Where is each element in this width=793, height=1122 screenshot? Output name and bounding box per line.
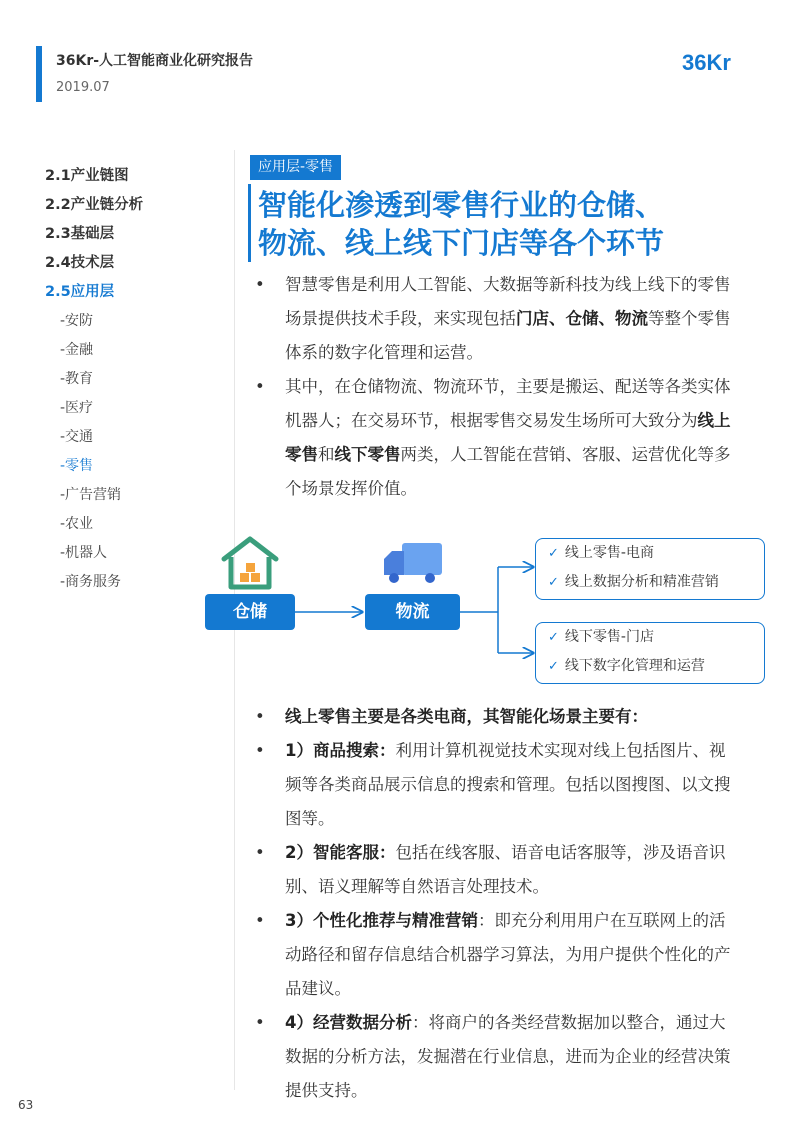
list-item: [255, 836, 735, 904]
bullet-text: 利用计算机视觉技术实现对线上包括图片、视频等各类商品展示信息的搜索和管理。包括以图搜图、以文搜图等。: [285, 741, 731, 828]
sidebar-item-finance[interactable]: -金融: [60, 342, 94, 358]
online-item-text: 线上零售-电商: [564, 545, 654, 561]
title-accent-bar: [248, 184, 251, 262]
bullet-bold-text: 线上零售主要是各类电商，其智能化场景主要有：: [285, 707, 648, 726]
intro-bullets: [255, 268, 735, 506]
sidebar-item-education[interactable]: -教育: [60, 371, 94, 387]
bullet-dot: •: [255, 707, 265, 726]
bullet-text: 包括在线客服、语音电话客服等，涉及语音识别、语义理解等自然语言处理技术。: [285, 843, 726, 896]
bullet-dot: •: [255, 843, 265, 862]
page-title-line-1: 智能化渗透到零售行业的仓储、: [258, 188, 665, 222]
sidebar-item-2-5[interactable]: 2.5应用层: [45, 284, 115, 300]
page-title-line-2: 物流、线上线下门店等各个环节: [258, 226, 665, 260]
sidebar-item-transport[interactable]: -交通: [60, 429, 94, 445]
offline-item-text: 线下数字化管理和运营: [564, 658, 705, 674]
check-icon: ✓: [548, 659, 559, 674]
offline-item-text: 线下零售-门店: [564, 629, 654, 645]
sidebar-item-2-2[interactable]: 2.2产业链分析: [45, 197, 144, 213]
list-item: [255, 734, 735, 836]
check-icon: ✓: [548, 575, 559, 590]
sidebar-item-advertising[interactable]: -广告营销: [60, 487, 122, 503]
sidebar-item-2-3[interactable]: 2.3基础层: [45, 226, 115, 242]
list-item: [536, 623, 764, 652]
logistics-box: 物流: [365, 594, 460, 630]
bullet-dot: •: [255, 741, 265, 760]
bullet-dot: •: [255, 377, 265, 396]
retail-flow-diagram: [200, 535, 780, 695]
sidebar-item-robot[interactable]: -机器人: [60, 545, 108, 561]
section-tag: 应用层-零售: [250, 155, 341, 180]
sidebar-item-business-services[interactable]: -商务服务: [60, 574, 122, 590]
list-item: [255, 268, 735, 370]
bullet-bold-text: 1）商品搜索：: [285, 741, 396, 760]
sidebar-item-medical[interactable]: -医疗: [60, 400, 94, 416]
online-item-text: 线上数据分析和精准营销: [564, 574, 719, 590]
bullet-text: 智慧零售是利用人工智能、大数据等新科技为线上线下的零售场景提供技术手段，来实现包括: [285, 275, 731, 328]
sidebar-item-security[interactable]: -安防: [60, 313, 94, 329]
report-title: 36Kr-人工智能商业化研究报告: [56, 53, 254, 69]
bullet-bold-text: 线下零售: [334, 445, 401, 464]
bullet-text: 等整个零售体系的数字化管理和运营。: [285, 309, 731, 362]
bullet-dot: •: [255, 1013, 265, 1032]
bullet-text: 其中，在仓储物流、物流环节，主要是搬运、配送等各类实体机器人；在交易环节，根据零售交易发生场所可大致分为: [285, 377, 731, 430]
sidebar-item-2-4[interactable]: 2.4技术层: [45, 255, 115, 271]
list-item: [536, 652, 764, 681]
sidebar-nav: [45, 162, 225, 597]
list-item: [255, 700, 735, 734]
report-date: 2019.07: [56, 80, 110, 95]
bullet-text: ：即充分利用用户在互联网上的活动路径和留存信息结合机器学习算法，为用户提供个性化的产品建议。: [285, 911, 731, 998]
bullet-dot: •: [255, 911, 265, 930]
bullet-text: 和: [318, 445, 335, 464]
online-retail-bullets: [255, 700, 735, 1108]
36kr-logo: [680, 40, 770, 94]
list-item: [255, 1006, 735, 1108]
check-icon: ✓: [548, 546, 559, 561]
list-item: [536, 539, 764, 568]
header-accent-bar: [36, 46, 42, 102]
list-item: [255, 370, 735, 506]
online-retail-box: [535, 538, 765, 600]
sidebar-item-retail[interactable]: -零售: [60, 458, 94, 474]
logo-text: 36Kr: [682, 50, 731, 75]
bullet-dot: •: [255, 275, 265, 294]
bullet-bold-text: 门店、仓储、物流: [516, 309, 648, 328]
list-item: [255, 904, 735, 1006]
bullet-bold-text: 2）智能客服：: [285, 843, 396, 862]
sidebar-item-agriculture[interactable]: -农业: [60, 516, 94, 532]
list-item: [536, 568, 764, 597]
bullet-bold-text: 3）个性化推荐与精准营销: [285, 911, 478, 930]
storage-box: 仓储: [205, 594, 295, 630]
bullet-text: 两类，人工智能在营销、客服、运营优化等多个场景发挥价值。: [285, 445, 731, 498]
bullet-bold-text: 线上零售: [285, 411, 731, 464]
offline-retail-box: [535, 622, 765, 684]
page-number: 63: [18, 1098, 34, 1112]
sidebar-item-2-1[interactable]: 2.1产业链图: [45, 168, 129, 184]
bullet-text: ：将商户的各类经营数据加以整合，通过大数据的分析方法，发掘潜在行业信息，进而为企业的经营决策提供支持。: [285, 1013, 731, 1100]
bullet-bold-text: 4）经营数据分析: [285, 1013, 412, 1032]
page-title: [258, 186, 758, 262]
check-icon: ✓: [548, 630, 559, 645]
